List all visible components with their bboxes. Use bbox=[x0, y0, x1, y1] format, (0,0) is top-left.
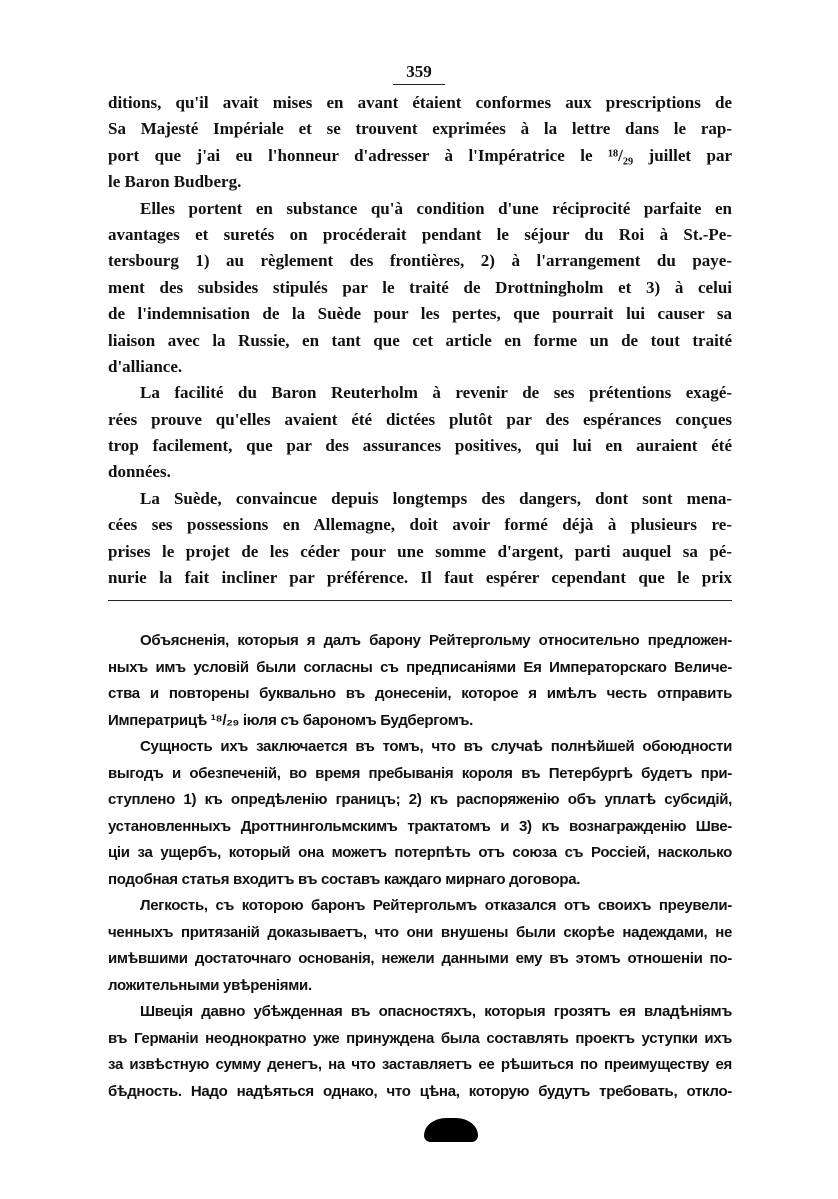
text-line: rées prouve qu'elles avaient été dictées plutôt par des espérances conçues bbox=[108, 409, 732, 429]
page-number: 359 bbox=[393, 62, 445, 85]
text-line: Sa Majesté Impériale et se trouvent exprimées à la lettre dans le rap- bbox=[108, 119, 732, 139]
text-line: Легкость, съ которою баронъ Рейтергольмъ отказался отъ своихъ преувели- bbox=[140, 897, 732, 914]
text-line: cées ses possessions en Allemagne, doit avoir formé déjà à plusieurs re- bbox=[108, 515, 732, 535]
french-text bbox=[108, 90, 732, 591]
text-line: ченныхъ притязаній доказываетъ, что они внушены были скорѣе надеждами, не bbox=[108, 923, 732, 941]
text-line: de l'indemnisation de la Suède pour les pertes, que pourrait lui causer sa bbox=[108, 304, 732, 324]
russian-translation bbox=[108, 628, 732, 1105]
text-line: ложительными увѣреніями. bbox=[108, 976, 312, 994]
text-line: ціи за ущербъ, который она можетъ потерпѣть отъ союза съ Россіей, насколько bbox=[108, 844, 732, 861]
text-line: бѣдность. Надо надѣяться однако, что цѣна, которую будутъ требовать, откло- bbox=[108, 1082, 732, 1100]
text-line: ства и повторены буквально въ донесеніи, которое я имѣлъ честь отправить bbox=[108, 685, 732, 702]
text-line: Объясненія, которыя я далъ барону Рейтергольму относительно предложен- bbox=[140, 632, 732, 649]
text-line: prises le projet de les céder pour une somme d'argent, parti auquel sa pé- bbox=[108, 541, 732, 561]
text-line: liaison avec la Russie, en tant que cet article en forme un de tout traité bbox=[108, 330, 732, 350]
text-line: имѣвшими достаточнаго основанія, нежели данными ему въ этомъ отношеніи по- bbox=[108, 950, 732, 967]
text-line: въ Германіи неоднократно уже принуждена была составлять проектъ уступки ихъ bbox=[108, 1029, 732, 1047]
text-line: выгодъ и обезпеченій, во время пребыванія короля въ Петербургѣ будетъ при- bbox=[108, 764, 732, 782]
text-line: Императрицѣ ¹⁸/₂₉ іюля съ барономъ Будбергомъ. bbox=[108, 711, 473, 729]
text-line: установленныхъ Дроттнингольмскимъ трактатомъ и 3) къ вознагражденію Шве- bbox=[108, 817, 732, 835]
ink-blot bbox=[424, 1118, 478, 1142]
text-line: Elles portent en substance qu'à condition d'une réciprocité parfaite en bbox=[140, 198, 732, 218]
text-line: за извѣстную сумму денегъ, на что заставляетъ ее рѣшиться по преимуществу ея bbox=[108, 1056, 732, 1073]
text-line: La Suède, convaincue depuis longtemps des dangers, dont sont mena- bbox=[140, 488, 732, 508]
text-line: le Baron Budberg. bbox=[108, 172, 242, 192]
text-line: Сущность ихъ заключается въ томъ, что въ случаѣ полнѣйшей обоюдности bbox=[140, 738, 732, 755]
text-line: ступлено 1) къ опредѣленію границъ; 2) къ распоряженію объ уплатѣ субсидій, bbox=[108, 791, 732, 808]
text-line: trop facilement, que par des assurances positives, qui lui en auraient été bbox=[108, 436, 732, 456]
text-line: d'alliance. bbox=[108, 356, 183, 376]
text-line: ment des subsides stipulés par le traité de Drottningholm et 3) à celui bbox=[108, 277, 732, 297]
text-line: tersbourg 1) au règlement des frontières, 2) à l'arrangement du paye- bbox=[108, 251, 732, 271]
text-line: подобная статья входитъ въ составъ каждаго мирнаго договора. bbox=[108, 870, 581, 888]
text-line: ныхъ имъ условій были согласны съ предписаніями Ея Императорскаго Величе- bbox=[108, 658, 732, 676]
text-line: port que j'ai eu l'honneur d'adresser à l'Impératrice le ¹⁸/₂₉ juillet par bbox=[108, 145, 732, 165]
footnote-divider bbox=[108, 600, 732, 601]
text-line: La facilité du Baron Reuterholm à revenir de ses prétentions exagé- bbox=[140, 383, 732, 403]
text-line: données. bbox=[108, 462, 171, 482]
text-line: nurie la fait incliner par préférence. Il faut espérer cependant que le prix bbox=[108, 568, 732, 588]
text-line: avantages et suretés on procéderait pendant le séjour du Roi à St.-Pe- bbox=[108, 224, 732, 244]
text-line: ditions, qu'il avait mises en avant étaient conformes aux prescriptions de bbox=[108, 93, 732, 112]
text-line: Швеція давно убѣжденная въ опасностяхъ, которыя грозятъ ея владѣніямъ bbox=[140, 1003, 732, 1020]
